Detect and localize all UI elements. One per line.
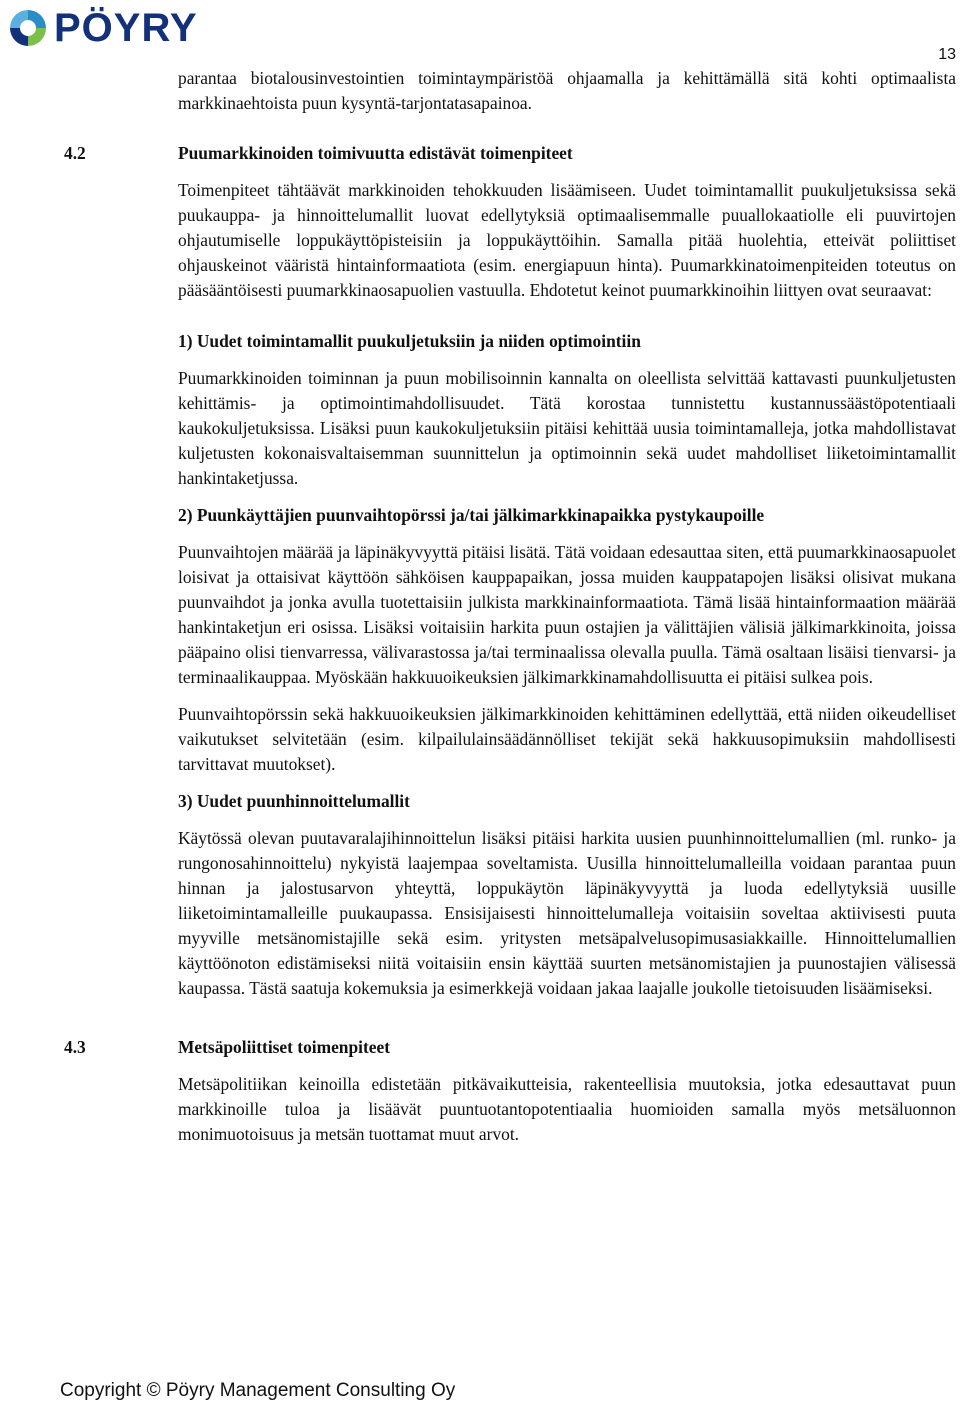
subsection-heading: 3) Uudet puunhinnoittelumallit <box>178 791 410 811</box>
section-title: Puumarkkinoiden toimivuutta edistävät toimenpiteet <box>178 143 573 163</box>
subsection-paragraph: Käytössä olevan puutavaralajihinnoittelun lisäksi pitäisi harkita uusien puunhinnoittelumallien (ml. runko- ja rungonosahinnoittelu) nykyistä laajempaa soveltamista. Uusilla hinnoittelumalleilla voidaan parantaa puun hinnan ja jalostusarvon yhteyttä, loppukäytön läpinäkyvyyttä ja luoda edellytyksiä uusille liiketoimintamalleille puukaupassa. Ensisijaisesti hinnoittelumalleja voitaisiin soveltaa aktiivisesti puuta myyville metsänomistajille sekä esim. yritysten metsäpalvelusopimusasiakkaille. Hinnoittelumallien käyttöönoton edistämiseksi niitä voitaisiin ensin käyttää suurten metsänomistajien ja puunostajien välisessä kaupassa. Tästä saatuja kokemuksia ja esimerkkejä voidaan jakaa laajalle joukolle tietoisuuden lisäämiseksi. <box>178 828 956 998</box>
subsection-paragraph: Puunvaihtojen määrää ja läpinäkyvyyttä pitäisi lisätä. Tätä voidaan edesauttaa siten, että puumarkkinaosapuolet loisivat ja ottaisivat käyttöön sähköisen kauppapaikan, jossa muiden kauppatapojen lisäksi olisivat mukana puunvaihdot ja jonka avulla tuotettaisiin julkista markkinainformaatiota. Tämä lisää hintainformaation määrää hankintaketjun eri osissa. Lisäksi voitaisiin harkita puun ostajien ja välittäjien välisiä jälkimarkkinoita, joissa pääpaino olisi tienvarressa, välivarastossa ja/tai terminaalissa olevalla puulla. Tämä osaltaan lisäisi tienvarsi- ja terminaalikauppaa. Myöskään hakkuuoikeuksien jälkimarkkinamahdollisuutta ei pitäisi sulkea pois. <box>178 542 956 687</box>
document-body <box>64 66 956 1147</box>
poyry-logo-icon <box>6 6 50 50</box>
subsection-heading: 1) Uudet toimintamallit puukuljetuksiin ja niiden optimointiin <box>178 331 641 351</box>
section-heading <box>64 141 956 166</box>
section-number: 4.3 <box>64 1037 86 1057</box>
subsection-paragraph: Puunvaihtopörssin sekä hakkuuoikeuksien jälkimarkkinoiden kehittäminen edellyttää, että niiden oikeudelliset vaikutukset selvitetään (esim. kilpailulainsäädännölliset tekijät sekä hakkuusopimuksiin mahdollisesti tarvittavat muutokset). <box>178 704 956 774</box>
subsection-paragraph: Puumarkkinoiden toiminnan ja puun mobilisoinnin kannalta on oleellista selvittää kattavasti puunkuljetusten kehittämis- ja optimointimahdollisuudet. Tätä korostaa tunnistettu kustannussäästöpotentiaali kaukokuljetuksissa. Lisäksi puun kaukokuljetuksiin pitäisi kehittää uusia toimintamalleja, jotka mahdollistavat kuljetusten kokonaisvaltaisemman suunnittelun ja optimoinnin sekä uudet mahdolliset liiketoimintamallit hankintaketjussa. <box>178 368 956 488</box>
page-number: 13 <box>938 46 956 63</box>
section-title: Metsäpoliittiset toimenpiteet <box>178 1037 391 1057</box>
poyry-logo <box>6 6 198 50</box>
footer-copyright: Copyright © Pöyry Management Consulting Oy <box>60 1380 456 1401</box>
section-number: 4.2 <box>64 143 86 163</box>
intro-paragraph: parantaa biotalousinvestointien toimintaympäristöä ohjaamalla ja kehittämällä sitä kohti optimaalista markkinaehtoista puun kysyntä-tarjontatasapainoa. <box>178 68 956 113</box>
subsection-heading: 2) Puunkäyttäjien puunvaihtopörssi ja/tai jälkimarkkinapaikka pystykaupoille <box>178 505 765 525</box>
logo-text: PÖYRY <box>54 6 198 50</box>
section-paragraph: Metsäpolitiikan keinoilla edistetään pitkävaikutteisia, rakenteellisia muutoksia, jotka edesauttavat puun markkinoille tuloa ja lisäävät puuntuotantopotentiaalia huomioiden samalla myös metsäluonnon monimuotoisuus ja metsän tuottamat muut arvot. <box>178 1074 956 1144</box>
section-paragraph: Toimenpiteet tähtäävät markkinoiden tehokkuuden lisäämiseen. Uudet toimintamallit puukuljetuksissa sekä puukauppa- ja hinnoittelumallit luovat edellytyksiä optimaalisemmalle puuallokaatiolle eli puuvirtojen ohjautumiselle loppukäyttöpisteisiin ja loppukäyttöihin. Samalla pitää huolehtia, etteivät poliittiset ohjauskeinot vääristä hintainformaatiota (esim. energiapuun hinta). Puumarkkinatoimenpiteiden toteutus on pääsääntöisesti puumarkkinaosapuolien vastuulla. Ehdotetut keinot puumarkkinoihin liittyen ovat seuraavat: <box>178 180 956 300</box>
section-heading <box>64 1035 956 1060</box>
